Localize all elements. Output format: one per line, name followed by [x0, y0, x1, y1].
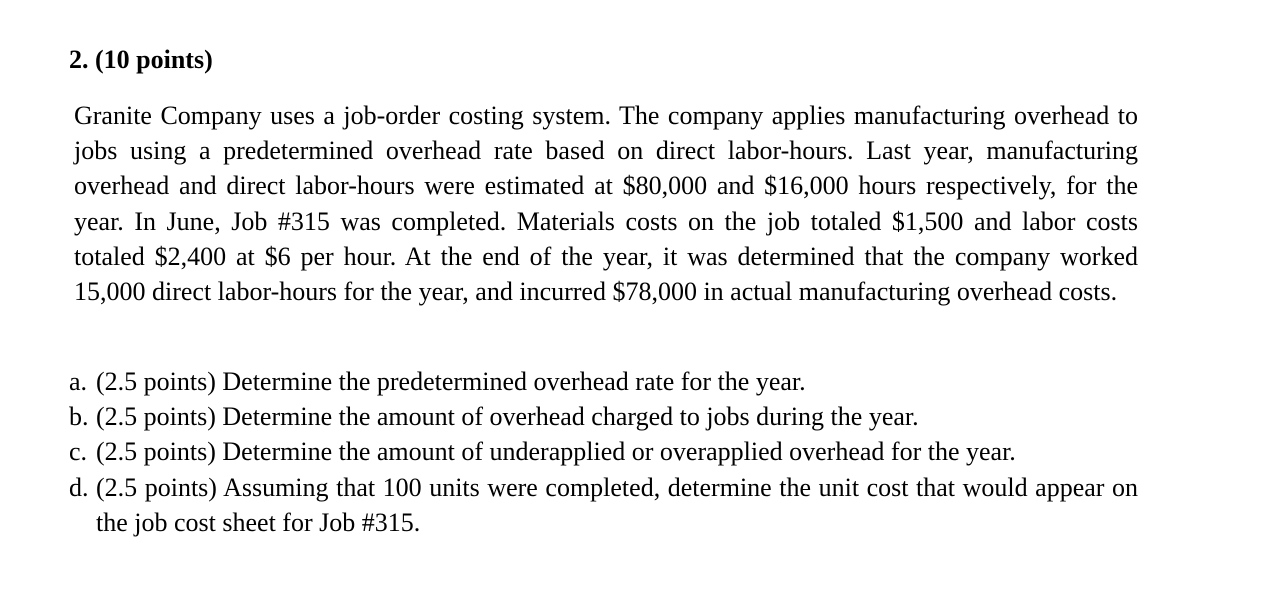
question-item-b [69, 399, 1138, 434]
question-text: (2.5 points) Determine the amount of underapplied or overapplied overhead for the year. [96, 437, 1016, 467]
question-text: (2.5 points) Determine the predetermined overhead rate for the year. [96, 367, 806, 396]
question-item-c [69, 434, 1138, 469]
problem-statement: Granite Company uses a job-order costing system. The company applies manufacturing overhead to jobs using a predetermined overhead rate based on direct labor-hours. Last year, manufacturing overhead and direct labor-hours were estimated at $80,000 and $16,000 hours respectively, for the year. In June, Job #315 was completed. Materials costs on the job totaled $1,500 and labor costs totaled $2,400 at $6 per hour. At the end of the year, it was determined that the company worked 15,000 direct labor-hours for the year, and incurred $78,000 in actual manufacturing overhead costs. [74, 101, 1138, 307]
question-letter: b. [69, 402, 89, 432]
question-item-d [69, 470, 1138, 540]
question-list [69, 364, 1138, 540]
question-text: (2.5 points) Assuming that 100 units were completed, determine the unit cost that would appear on the job cost sheet for Job #315. [96, 472, 1138, 537]
question-letter: d. [69, 472, 89, 502]
question-item-a [69, 364, 1138, 399]
question-text: (2.5 points) Determine the amount of overhead charged to jobs during the year. [96, 402, 919, 432]
problem-heading: 2. (10 points) [69, 45, 213, 74]
question-letter: c. [69, 437, 88, 467]
question-letter: a. [69, 367, 88, 396]
